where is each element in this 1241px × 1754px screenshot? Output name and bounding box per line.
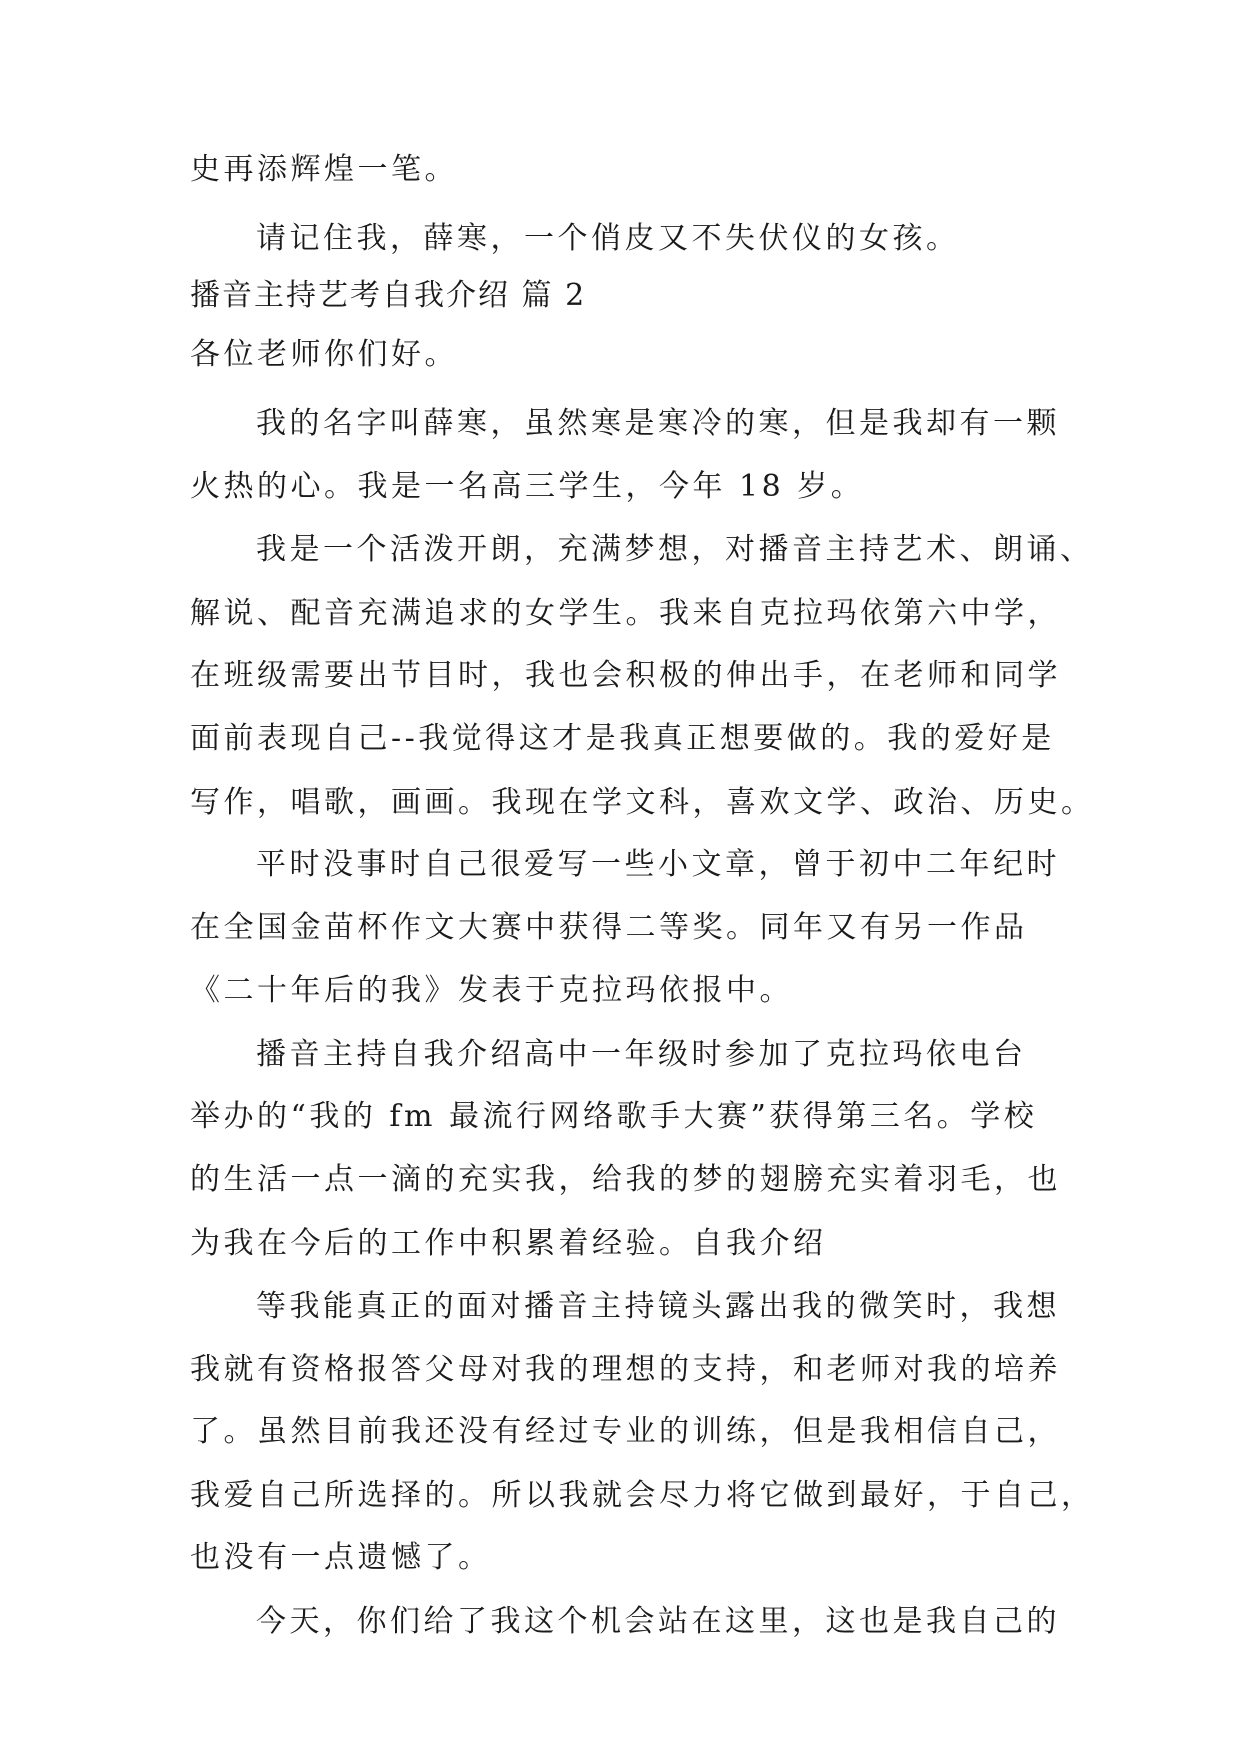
text-line: 播音主持自我介绍高中一年级时参加了克拉玛依电台 [256, 1037, 1027, 1072]
text-line: 各位老师你们好。 [190, 337, 458, 372]
text-line: 等我能真正的面对播音主持镜头露出我的微笑时，我想 [256, 1289, 1060, 1324]
text-line: 举办的“我的 fm 最流行网络歌手大赛”获得第三名。学校 [190, 1099, 1038, 1134]
text-line: 的生活一点一滴的充实我，给我的梦的翅膀充实着羽毛，也 [190, 1162, 1061, 1197]
text-line: 我爱自己所选择的。所以我就会尽力将它做到最好，于自己， [190, 1478, 1095, 1513]
text-line: 请记住我，薛寒，一个俏皮又不失伏仪的女孩。 [256, 221, 960, 256]
text-line: 我就有资格报答父母对我的理想的支持，和老师对我的培养 [190, 1352, 1061, 1387]
text-line: 写作，唱歌，画画。我现在学文科，喜欢文学、政治、历史。 [190, 785, 1095, 820]
text-line: 了。虽然目前我还没有经过专业的训练，但是我相信自己， [190, 1414, 1061, 1449]
text-line: 《二十年后的我》发表于克拉玛依报中。 [190, 973, 793, 1008]
text-line: 面前表现自己--我觉得这才是我真正想要做的。我的爱好是 [190, 721, 1055, 756]
section-heading: 播音主持艺考自我介绍 篇 2 [190, 278, 587, 313]
text-line: 也没有一点遗憾了。 [190, 1540, 492, 1575]
text-line: 史再添辉煌一笔。 [190, 152, 458, 187]
text-line: 今天，你们给了我这个机会站在这里，这也是我自己的 [256, 1604, 1060, 1639]
text-line: 平时没事时自己很爱写一些小文章，曾于初中二年纪时 [256, 847, 1060, 882]
text-line: 为我在今后的工作中积累着经验。自我介绍 [190, 1226, 827, 1261]
text-line: 解说、配音充满追求的女学生。我来自克拉玛依第六中学， [190, 596, 1061, 631]
text-line: 我的名字叫薛寒，虽然寒是寒冷的寒，但是我却有一颗 [256, 406, 1060, 441]
text-line: 在全国金苗杯作文大赛中获得二等奖。同年又有另一作品 [190, 910, 1028, 945]
text-line: 火热的心。我是一名高三学生，今年 18 岁。 [190, 469, 865, 504]
text-line: 我是一个活泼开朗，充满梦想，对播音主持艺术、朗诵、 [256, 532, 1094, 567]
text-line: 在班级需要出节目时，我也会积极的伸出手，在老师和同学 [190, 658, 1061, 693]
